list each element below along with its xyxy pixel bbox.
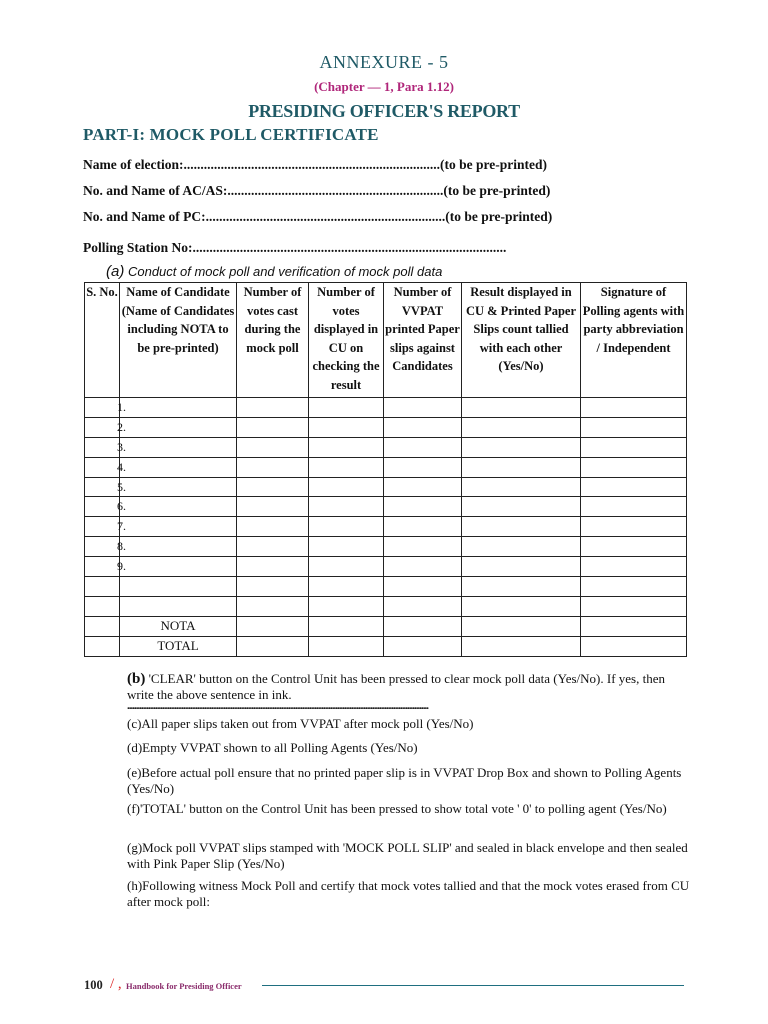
table-cell: [237, 497, 309, 517]
table-cell: [462, 636, 581, 656]
col-header-sno: S. No.: [85, 283, 120, 398]
table-cell: [462, 477, 581, 497]
row-candidate-name: [120, 596, 237, 616]
table-cell: [309, 477, 384, 497]
chapter-reference: (Chapter — 1, Para 1.12): [314, 79, 454, 94]
row-candidate-name: NOTA: [120, 616, 237, 636]
row-candidate-name: [120, 517, 237, 537]
table-row: [85, 477, 687, 497]
footer-title: Handbook for Presiding Officer: [126, 981, 242, 991]
row-serial-number: 4.: [85, 457, 120, 477]
table-row: [85, 616, 687, 636]
table-cell: [581, 497, 687, 517]
row-serial-number: 8.: [85, 537, 120, 557]
table-cell: [462, 497, 581, 517]
table-cell: [384, 437, 462, 457]
row-serial-number: 6.: [85, 497, 120, 517]
table-cell: [384, 636, 462, 656]
table-cell: [384, 398, 462, 418]
row-serial-number: [85, 596, 120, 616]
table-cell: [237, 577, 309, 597]
table-cell: [462, 457, 581, 477]
col-header-vvpat-slips: Number of VVPAT printed Paper slips against Candidates: [384, 283, 462, 398]
election-name-field: Name of election:............................................................................(to be pre-printed): [83, 157, 547, 172]
table-cell: [462, 557, 581, 577]
table-header-row: [85, 283, 687, 398]
row-candidate-name: [120, 497, 237, 517]
row-serial-number: [85, 616, 120, 636]
row-serial-number: [85, 577, 120, 597]
table-cell: [581, 577, 687, 597]
table-cell: [462, 577, 581, 597]
col-header-candidate: Name of Candidate (Name of Candidates including NOTA to be pre-printed): [120, 283, 237, 398]
page-number: 100: [84, 978, 103, 992]
part-title: PART-I: MOCK POLL CERTIFICATE: [83, 125, 379, 144]
table-cell: [462, 537, 581, 557]
item-f: (f)'TOTAL' button on the Control Unit has been pressed to show total vote ' 0' to polling agent (Yes/No): [127, 801, 667, 816]
item-e: (e)Before actual poll ensure that no printed paper slip is in VVPAT Drop Box and shown to Polling Agents (Yes/No): [127, 765, 682, 796]
row-serial-number: 7.: [85, 517, 120, 537]
table-cell: [581, 457, 687, 477]
row-candidate-name: [120, 537, 237, 557]
table-cell: [384, 557, 462, 577]
item-g: (g)Mock poll VVPAT slips stamped with 'MOCK POLL SLIP' and sealed in black envelope and then sealed with Pink Paper Slip (Yes/No): [127, 840, 688, 871]
polling-station-field: Polling Station No:.............................................................................................: [83, 240, 507, 255]
row-serial-number: 5.: [85, 477, 120, 497]
pc-field: No. and Name of PC:.......................................................................(to be pre-printed): [83, 209, 553, 224]
table-cell: [309, 537, 384, 557]
table-cell: [237, 616, 309, 636]
item-h: (h)Following witness Mock Poll and certify that mock votes tallied and that the mock votes erased from CU after mock poll:: [127, 878, 690, 909]
table-cell: [237, 477, 309, 497]
table-cell: [309, 497, 384, 517]
item-c: (c)All paper slips taken out from VVPAT after mock poll (Yes/No): [127, 716, 474, 731]
row-candidate-name: [120, 437, 237, 457]
table-cell: [237, 517, 309, 537]
table-cell: [462, 596, 581, 616]
mock-poll-table: [84, 282, 687, 657]
row-serial-number: 2.: [85, 417, 120, 437]
table-cell: [581, 596, 687, 616]
table-cell: [309, 636, 384, 656]
row-candidate-name: [120, 577, 237, 597]
table-cell: [581, 517, 687, 537]
table-cell: [384, 616, 462, 636]
table-row: [85, 437, 687, 457]
write-in-line: ............................................................................................................................................................................: [127, 700, 428, 712]
table-cell: [237, 398, 309, 418]
table-cell: [581, 398, 687, 418]
item-d: (d)Empty VVPAT shown to all Polling Agents (Yes/No): [127, 740, 418, 755]
table-cell: [581, 417, 687, 437]
table-cell: [581, 537, 687, 557]
row-serial-number: 3.: [85, 437, 120, 457]
table-cell: [237, 557, 309, 577]
table-cell: [309, 577, 384, 597]
table-cell: [309, 517, 384, 537]
table-row: [85, 457, 687, 477]
footer-separator: / ,: [110, 976, 122, 992]
table-row: [85, 636, 687, 656]
row-candidate-name: [120, 398, 237, 418]
section-a-label: (a): [106, 263, 125, 280]
table-cell: [309, 596, 384, 616]
table-cell: [384, 517, 462, 537]
footer-rule: [262, 985, 684, 986]
table-row: [85, 417, 687, 437]
col-header-votes-cast: Number of votes cast during the mock poll: [237, 283, 309, 398]
row-candidate-name: [120, 417, 237, 437]
table-cell: [384, 577, 462, 597]
table-cell: [462, 616, 581, 636]
row-candidate-name: [120, 557, 237, 577]
table-cell: [309, 437, 384, 457]
table-cell: [384, 537, 462, 557]
table-cell: [309, 557, 384, 577]
table-cell: [237, 417, 309, 437]
table-cell: [237, 596, 309, 616]
table-cell: [384, 477, 462, 497]
table-cell: [581, 437, 687, 457]
row-serial-number: 9.: [85, 557, 120, 577]
table-cell: [237, 457, 309, 477]
table-cell: [462, 417, 581, 437]
table-cell: [237, 537, 309, 557]
section-a-heading: [106, 263, 442, 280]
table-cell: [384, 417, 462, 437]
table-cell: [309, 457, 384, 477]
table-row: [85, 577, 687, 597]
table-cell: [581, 616, 687, 636]
table-cell: [581, 477, 687, 497]
row-candidate-name: [120, 457, 237, 477]
table-cell: [462, 398, 581, 418]
table-cell: [384, 596, 462, 616]
table-cell: [384, 497, 462, 517]
table-cell: [309, 616, 384, 636]
table-cell: [581, 636, 687, 656]
row-candidate-name: TOTAL: [120, 636, 237, 656]
table-row: [85, 557, 687, 577]
col-header-signature: Signature of Polling agents with party abbreviation / Independent: [581, 283, 687, 398]
table-cell: [384, 457, 462, 477]
table-cell: [237, 437, 309, 457]
ac-as-field: No. and Name of AC/AS:................................................................(to be pre-printed): [83, 183, 551, 198]
table-cell: [462, 437, 581, 457]
col-header-votes-displayed: Number of votes displayed in CU on checking the result: [309, 283, 384, 398]
table-cell: [309, 398, 384, 418]
item-b-label: (b): [127, 671, 146, 687]
table-row: [85, 517, 687, 537]
table-row: [85, 537, 687, 557]
row-serial-number: 1.: [85, 398, 120, 418]
table-cell: [237, 636, 309, 656]
row-serial-number: [85, 636, 120, 656]
table-cell: [309, 417, 384, 437]
col-header-result-tallied: Result displayed in CU & Printed Paper Slips count tallied with each other (Yes/No): [462, 283, 581, 398]
table-row: [85, 596, 687, 616]
table-row: [85, 398, 687, 418]
item-b: [127, 671, 692, 703]
table-row: [85, 497, 687, 517]
item-b-text: 'CLEAR' button on the Control Unit has been pressed to clear mock poll data (Yes/No). If yes, then write the above sentence in ink.: [127, 671, 666, 702]
section-a-text: Conduct of mock poll and verification of mock poll data: [127, 264, 443, 279]
annexure-title: ANNEXURE - 5: [319, 52, 449, 72]
table-cell: [462, 517, 581, 537]
report-title: PRESIDING OFFICER'S REPORT: [248, 101, 520, 121]
table-cell: [581, 557, 687, 577]
row-candidate-name: [120, 477, 237, 497]
